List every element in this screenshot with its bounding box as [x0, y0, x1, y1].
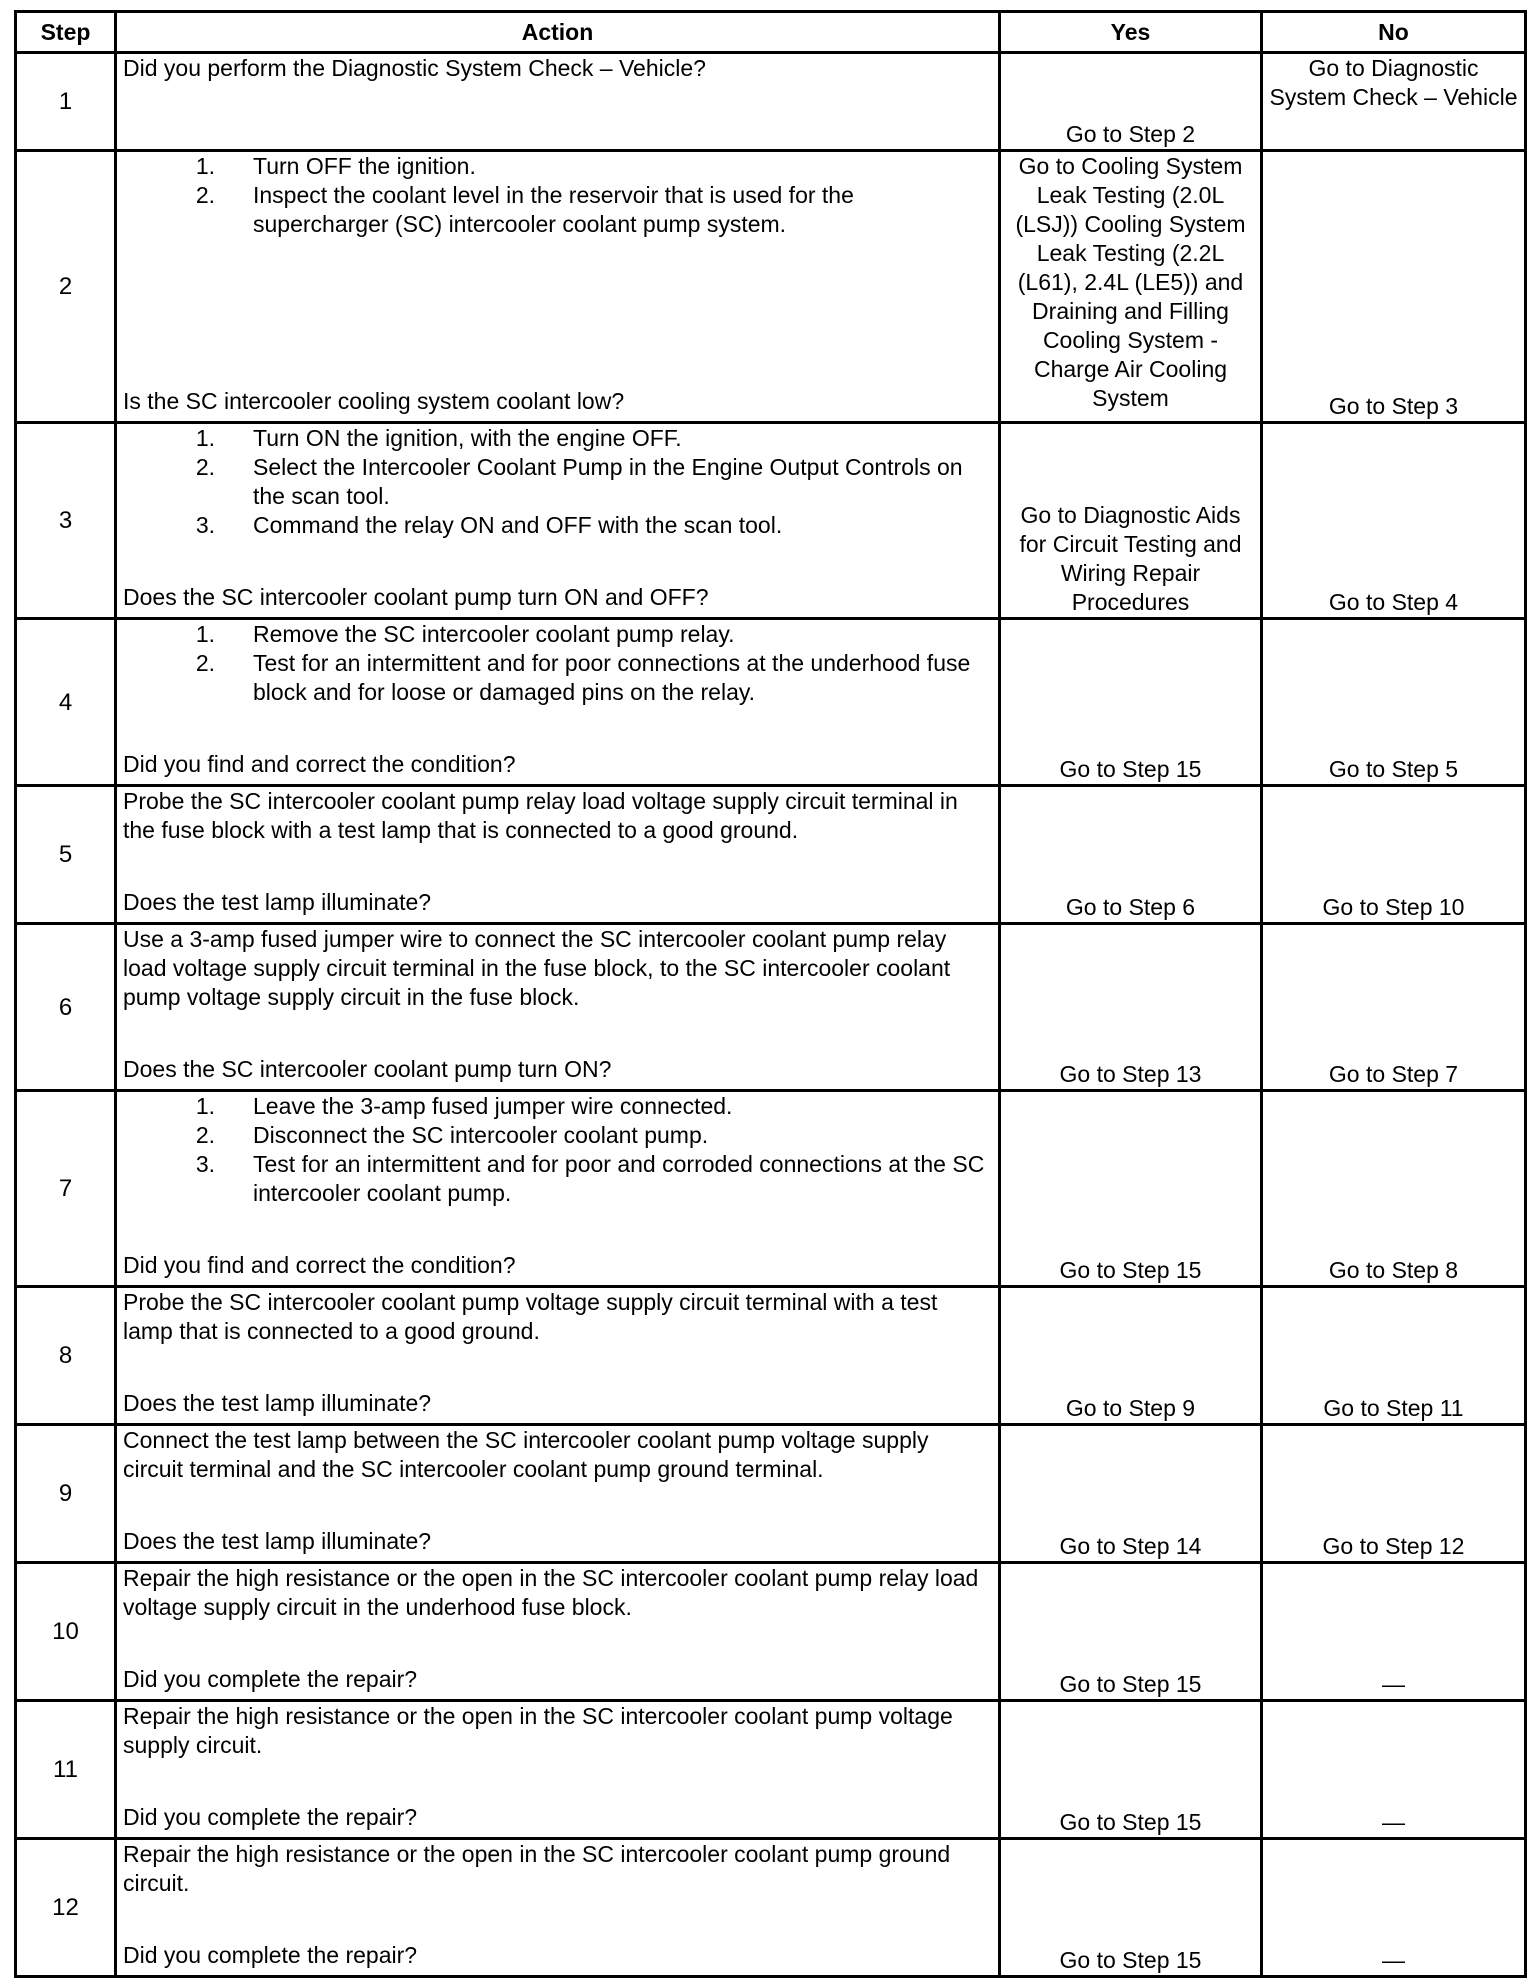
list-item-text: Leave the 3-amp fused jumper wire connected. [253, 1093, 733, 1119]
list-item [123, 424, 992, 453]
action-cell [116, 423, 1000, 619]
yes-result [1000, 1563, 1262, 1701]
action-content [123, 54, 992, 144]
yes-result [1000, 423, 1262, 619]
list-item-number: 3. [195, 512, 215, 538]
header-yes: Yes [1000, 12, 1262, 53]
list-item [123, 152, 992, 181]
action-instructions [123, 1702, 992, 1760]
list-item-text: Inspect the coolant level in the reservoir that is used for the supercharger (SC) intercooler coolant pump system. [253, 182, 854, 237]
action-instructions [123, 54, 992, 83]
no-result-text: — [1382, 1809, 1405, 1835]
action-cell [116, 924, 1000, 1091]
table-row [16, 53, 1526, 151]
action-content [123, 152, 992, 416]
no-result-text: Go to Step 7 [1328, 1061, 1459, 1087]
action-instructions [123, 925, 992, 1012]
yes-result-text: Go to Step 15 [1059, 1809, 1202, 1835]
action-content [123, 424, 992, 612]
header-row [16, 12, 1526, 53]
action-cell [116, 1287, 1000, 1425]
yes-result-text: Go to Step 15 [1059, 1947, 1202, 1973]
instruction-list [123, 1092, 992, 1208]
diagnostic-table [14, 10, 1527, 1978]
no-result [1262, 1287, 1526, 1425]
list-item-number: 2. [195, 454, 215, 480]
no-result-text: — [1382, 1671, 1405, 1697]
action-question: Does the test lamp illuminate? [123, 1390, 432, 1416]
step-number: 4 [16, 619, 116, 786]
list-item-number: 1. [195, 153, 215, 179]
list-item [123, 453, 992, 511]
yes-result-text: Go to Step 6 [1065, 894, 1196, 920]
list-item-number: 2. [195, 182, 215, 208]
yes-result-text: Go to Step 15 [1059, 756, 1202, 782]
list-item-text: Command the relay ON and OFF with the scan tool. [253, 512, 783, 538]
step-number: 3 [16, 423, 116, 619]
header-no: No [1262, 12, 1526, 53]
list-item-text: Test for an intermittent and for poor and corroded connections at the SC intercooler coolant pump. [253, 1151, 985, 1206]
action-cell [116, 1425, 1000, 1563]
yes-result-text: Go to Step 15 [1059, 1671, 1202, 1697]
action-text: Repair the high resistance or the open in the SC intercooler coolant pump relay load voltage supply circuit in the underhood fuse block. [123, 1565, 979, 1620]
yes-result [1000, 1425, 1262, 1563]
step-number: 10 [16, 1563, 116, 1701]
table-row [16, 1839, 1526, 1977]
instruction-list [123, 424, 992, 540]
table-row [16, 151, 1526, 423]
action-text: Repair the high resistance or the open in the SC intercooler coolant pump ground circuit. [123, 1841, 951, 1896]
list-item [123, 511, 992, 540]
action-cell [116, 786, 1000, 924]
list-item-number: 2. [195, 650, 215, 676]
no-result [1262, 53, 1526, 151]
action-question: Did you find and correct the condition? [123, 1252, 516, 1278]
table-row [16, 786, 1526, 924]
list-item-number: 1. [195, 621, 215, 647]
action-instructions [123, 1426, 992, 1484]
list-item-number: 3. [195, 1151, 215, 1177]
action-instructions [123, 787, 992, 845]
yes-result [1000, 53, 1262, 151]
no-result-text: Go to Diagnostic System Check – Vehicle [1269, 55, 1518, 110]
no-result [1262, 1839, 1526, 1977]
action-question: Did you complete the repair? [123, 1804, 418, 1830]
yes-result [1000, 924, 1262, 1091]
step-number: 2 [16, 151, 116, 423]
no-result-text: Go to Step 8 [1328, 1257, 1459, 1283]
no-result [1262, 151, 1526, 423]
no-result [1262, 1091, 1526, 1287]
action-content [123, 1564, 992, 1694]
action-text: Did you perform the Diagnostic System Check – Vehicle? [123, 55, 706, 81]
action-cell [116, 151, 1000, 423]
action-question: Does the SC intercooler coolant pump turn ON and OFF? [123, 584, 709, 610]
yes-result [1000, 1287, 1262, 1425]
list-item-text: Select the Intercooler Coolant Pump in the Engine Output Controls on the scan tool. [253, 454, 963, 509]
table-row [16, 423, 1526, 619]
action-text: Use a 3-amp fused jumper wire to connect the SC intercooler coolant pump relay load voltage supply circuit terminal in the fuse block, to the SC intercooler coolant pump voltage supply circuit in the fuse block. [123, 926, 951, 1010]
header-step: Step [16, 12, 116, 53]
no-result-text: Go to Step 10 [1322, 894, 1465, 920]
yes-result [1000, 1091, 1262, 1287]
action-text: Repair the high resistance or the open in the SC intercooler coolant pump voltage supply circuit. [123, 1703, 953, 1758]
action-cell [116, 1701, 1000, 1839]
no-result-text: — [1382, 1947, 1405, 1973]
yes-result-text: Go to Diagnostic Aids for Circuit Testing and Wiring Repair Procedures [1019, 502, 1242, 615]
action-question: Does the SC intercooler coolant pump turn ON? [123, 1056, 612, 1082]
yes-result-text: Go to Cooling System Leak Testing (2.0L (LSJ)) Cooling System Leak Testing (2.2L (L61), 2.4L (LE5)) and Draining and Filling Cooling System - Charge Air Cooling System [1015, 153, 1246, 411]
list-item [123, 649, 992, 707]
no-result [1262, 619, 1526, 786]
no-result-text: Go to Step 4 [1328, 589, 1459, 615]
no-result-text: Go to Step 11 [1323, 1395, 1464, 1421]
table-row [16, 1287, 1526, 1425]
action-cell [116, 1839, 1000, 1977]
step-number: 12 [16, 1839, 116, 1977]
action-cell [116, 1563, 1000, 1701]
action-content [123, 925, 992, 1084]
no-result-text: Go to Step 12 [1322, 1533, 1465, 1559]
table-row [16, 619, 1526, 786]
action-question: Does the test lamp illuminate? [123, 1528, 432, 1554]
action-content [123, 1702, 992, 1832]
action-question: Did you find and correct the condition? [123, 751, 516, 777]
table-row [16, 1091, 1526, 1287]
table-row [16, 1563, 1526, 1701]
no-result-text: Go to Step 3 [1328, 393, 1459, 419]
action-text: Probe the SC intercooler coolant pump voltage supply circuit terminal with a test lamp that is connected to a good ground. [123, 1289, 938, 1344]
step-number: 1 [16, 53, 116, 151]
no-result [1262, 924, 1526, 1091]
yes-result [1000, 619, 1262, 786]
no-result [1262, 423, 1526, 619]
no-result [1262, 1701, 1526, 1839]
action-content [123, 620, 992, 779]
action-instructions [123, 1564, 992, 1622]
action-cell [116, 1091, 1000, 1287]
list-item [123, 181, 992, 239]
action-content [123, 1840, 992, 1970]
action-instructions [123, 424, 992, 540]
action-text: Connect the test lamp between the SC intercooler coolant pump voltage supply circuit terminal and the SC intercooler coolant pump ground terminal. [123, 1427, 929, 1482]
list-item [123, 1150, 992, 1208]
action-content [123, 1092, 992, 1280]
list-item-text: Disconnect the SC intercooler coolant pump. [253, 1122, 709, 1148]
list-item [123, 620, 992, 649]
no-result [1262, 1425, 1526, 1563]
yes-result [1000, 786, 1262, 924]
yes-result [1000, 1701, 1262, 1839]
table-body [16, 53, 1526, 1977]
yes-result-text: Go to Step 15 [1059, 1257, 1202, 1283]
instruction-list [123, 620, 992, 707]
action-content [123, 787, 992, 917]
yes-result-text: Go to Step 13 [1059, 1061, 1202, 1087]
table-row [16, 1701, 1526, 1839]
header-action: Action [116, 12, 1000, 53]
action-content [123, 1426, 992, 1556]
action-content [123, 1288, 992, 1418]
step-number: 5 [16, 786, 116, 924]
list-item [123, 1121, 992, 1150]
yes-result-text: Go to Step 14 [1059, 1533, 1202, 1559]
step-number: 8 [16, 1287, 116, 1425]
step-number: 7 [16, 1091, 116, 1287]
step-number: 6 [16, 924, 116, 1091]
action-question: Did you complete the repair? [123, 1666, 418, 1692]
yes-result-text: Go to Step 2 [1065, 121, 1196, 147]
action-question: Is the SC intercooler cooling system coolant low? [123, 388, 625, 414]
list-item-number: 1. [195, 1093, 215, 1119]
table-row [16, 1425, 1526, 1563]
yes-result-text: Go to Step 9 [1065, 1395, 1196, 1421]
action-text: Probe the SC intercooler coolant pump relay load voltage supply circuit terminal in the fuse block with a test lamp that is connected to a good ground. [123, 788, 958, 843]
list-item-number: 2. [195, 1122, 215, 1148]
no-result [1262, 786, 1526, 924]
no-result-text: Go to Step 5 [1328, 756, 1459, 782]
action-instructions [123, 1840, 992, 1898]
yes-result [1000, 151, 1262, 423]
step-number: 11 [16, 1701, 116, 1839]
action-cell [116, 53, 1000, 151]
list-item-number: 1. [195, 425, 215, 451]
action-cell [116, 619, 1000, 786]
action-instructions [123, 152, 992, 239]
list-item [123, 1092, 992, 1121]
yes-result [1000, 1839, 1262, 1977]
list-item-text: Turn ON the ignition, with the engine OFF. [253, 425, 682, 451]
list-item-text: Test for an intermittent and for poor connections at the underhood fuse block and for loose or damaged pins on the relay. [253, 650, 971, 705]
action-instructions [123, 1288, 992, 1346]
no-result [1262, 1563, 1526, 1701]
action-instructions [123, 620, 992, 707]
action-instructions [123, 1092, 992, 1208]
list-item-text: Remove the SC intercooler coolant pump relay. [253, 621, 735, 647]
action-question: Did you complete the repair? [123, 1942, 418, 1968]
action-question: Does the test lamp illuminate? [123, 889, 432, 915]
list-item-text: Turn OFF the ignition. [253, 153, 476, 179]
table-row [16, 924, 1526, 1091]
instruction-list [123, 152, 992, 239]
step-number: 9 [16, 1425, 116, 1563]
